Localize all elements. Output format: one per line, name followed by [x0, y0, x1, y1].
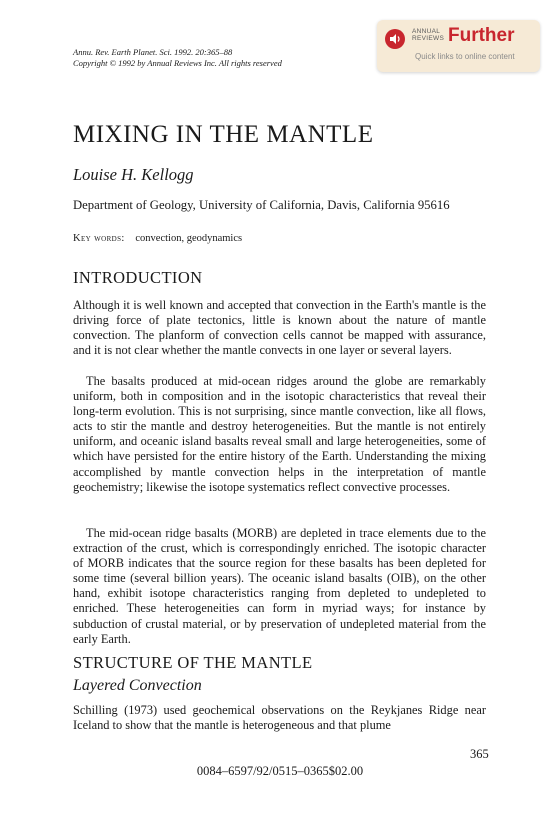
- author-affiliation: Department of Geology, University of California, Davis, California 95616: [73, 198, 450, 212]
- section-heading-structure: STRUCTURE OF THE MANTLE: [73, 653, 313, 672]
- issn-code: 0084–6597/92/0515–0365$02.00: [196, 764, 364, 778]
- citation-line-1: Annu. Rev. Earth Planet. Sci. 1992. 20:365–88: [73, 47, 233, 57]
- further-wordmark: Further: [448, 25, 515, 46]
- keywords-line: [73, 232, 242, 245]
- speaker-icon: [385, 29, 405, 49]
- keywords-label: Key words:: [73, 233, 125, 244]
- further-subtitle[interactable]: Quick links to online content: [415, 52, 515, 61]
- annual-reviews-further-badge[interactable]: [377, 20, 540, 72]
- citation-line-2: Copyright © 1992 by Annual Reviews Inc. All rights reserved: [73, 58, 282, 68]
- subsection-heading-layered-convection: Layered Convection: [73, 677, 202, 694]
- journal-citation: [73, 47, 282, 69]
- intro-paragraph-2: The basalts produced at mid-ocean ridges around the globe are remarkably uniform, both in composition and in the isotopic characteristics that reveal their long-term evolution. This is not surprising, since mantle convection, like all flows, acts to stir the mantle and destroy heterogeneities. But the mantle is not entirely uniform, and oceanic island basalts reveal small and large heterogeneities, some of which have persisted for the entire history of the Earth. Understanding the mixing accomplished by mantle convection helps in the interpretation of mantle geochemistry; likewise the isotope systematics reflect convective processes.: [73, 374, 486, 494]
- annual-reviews-label: ANNUAL REVIEWS: [412, 28, 445, 42]
- article-title: MIXING IN THE MANTLE: [73, 121, 374, 148]
- page-number: 365: [470, 747, 489, 761]
- author-name: Louise H. Kellogg: [73, 165, 194, 184]
- layered-paragraph-1: Schilling (1973) used geochemical observations on the Reykjanes Ridge near Iceland to show that the mantle is heterogeneous and that plume: [73, 703, 486, 733]
- intro-paragraph-3: The mid-ocean ridge basalts (MORB) are depleted in trace elements due to the extraction of the crust, which is correspondingly enriched. The isotopic character of MORB indicates that the source region for these basalts has been depleted for some time (several billion years). The oceanic island basalts (OIB), on the other hand, exhibit isotope characteristics ranging from depleted to undepleted to enriched. These heterogeneities can form in myriad ways; for instance by subduction of crustal material, or by preservation of undepleted material from the early Earth.: [73, 526, 486, 646]
- section-heading-introduction: INTRODUCTION: [73, 268, 203, 287]
- keywords-list: convection, geodynamics: [135, 233, 243, 244]
- intro-paragraph-1: Although it is well known and accepted that convection in the Earth's mantle is the driving force of plate tectonics, little is known about the nature of mantle convection. The planform of convection cells cannot be mapped with assurance, and it is not clear whether the mantle convects in one layer or several layers.: [73, 298, 486, 358]
